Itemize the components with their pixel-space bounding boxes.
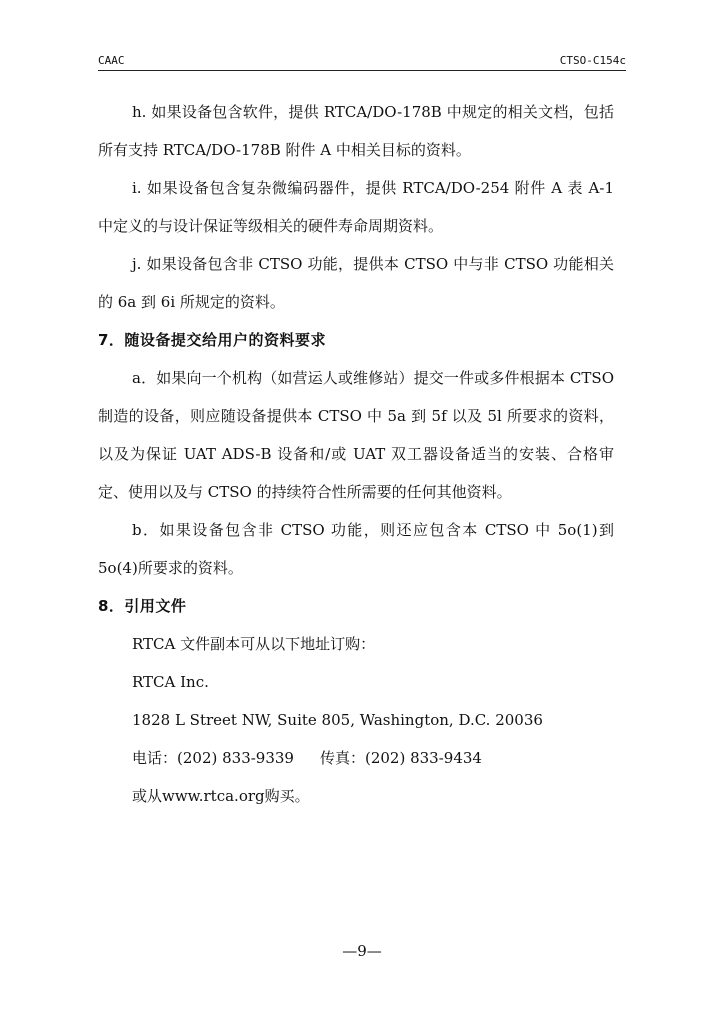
page-number: —9— (342, 942, 382, 960)
reference-phone: 电话：(202) 833-9339 (132, 749, 294, 767)
reference-address: 1828 L Street NW, Suite 805, Washington, D.C. 20036 (132, 711, 543, 729)
paragraph-item-j: j. 如果设备包含非 CTSO 功能，提供本 CTSO 中与非 CTSO 功能相关的 6a 到 6i 所规定的资料。 (98, 255, 614, 311)
document-body (98, 93, 614, 815)
reference-intro: RTCA 文件副本可从以下地址订购： (132, 635, 376, 653)
reference-website: 或从www.rtca.org购买。 (132, 787, 310, 805)
header-org: CAAC (98, 54, 125, 67)
paragraph-item-7b: b．如果设备包含非 CTSO 功能，则还应包含本 CTSO 中 5o(1)到 5o(4)所要求的资料。 (98, 521, 614, 577)
header-doc-id: CTSO-C154c (559, 54, 626, 67)
reference-fax: 传真：(202) 833-9434 (319, 749, 482, 767)
section-7-heading: 7．随设备提交给用户的资料要求 (98, 331, 326, 349)
paragraph-item-i: i. 如果设备包含复杂微编码器件，提供 RTCA/DO-254 附件 A 表 A-1 中定义的与设计保证等级相关的硬件寿命周期资料。 (98, 179, 614, 235)
page-header (98, 52, 626, 71)
paragraph-item-h: h. 如果设备包含软件，提供 RTCA/DO-178B 中规定的相关文档，包括所有支持 RTCA/DO-178B 附件 A 中相关目标的资料。 (98, 103, 614, 159)
section-8-heading: 8．引用文件 (98, 597, 187, 615)
reference-contact (98, 739, 614, 777)
paragraph-item-7a: a．如果向一个机构（如营运人或维修站）提交一件或多件根据本 CTSO 制造的设备，则应随设备提供本 CTSO 中 5a 到 5f 以及 5l 所要求的资料，以及为保证 UAT ADS-B 设备和/或 UAT 双工器设备适当的安装、合格审定、使用以及与 CTSO 的持续符合性所需要的任何其他资料。 (98, 369, 614, 501)
reference-organization: RTCA Inc. (132, 673, 209, 691)
